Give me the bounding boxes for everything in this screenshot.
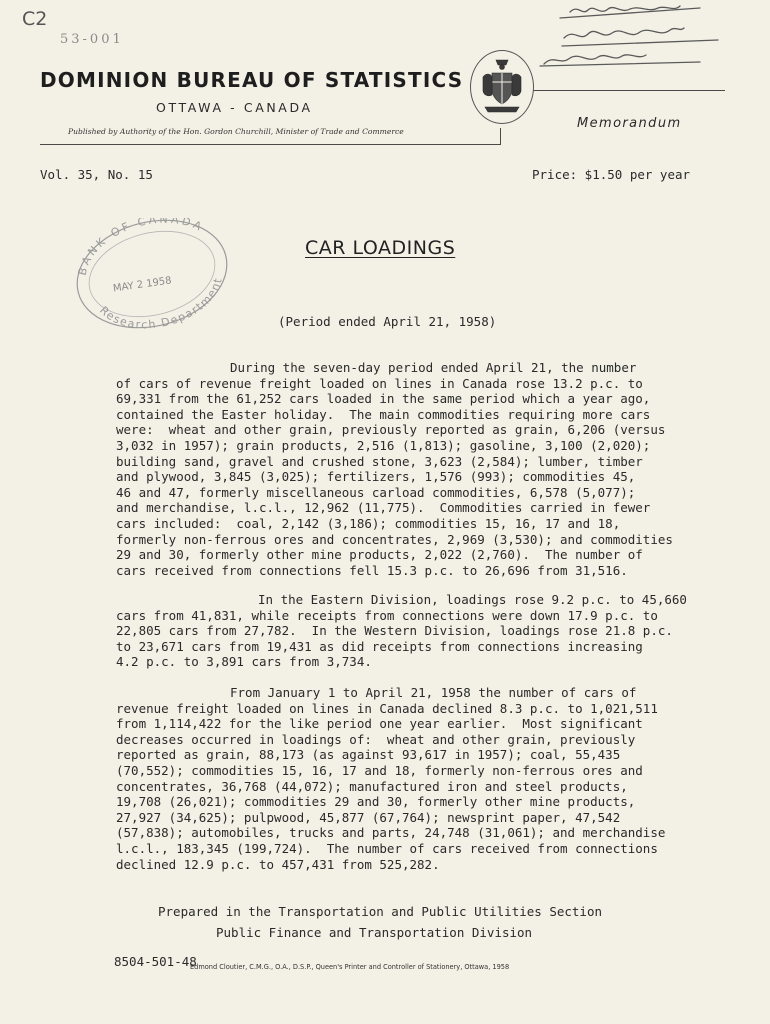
received-stamp [72, 218, 232, 330]
svg-text:BANK OF CANADA [76, 218, 206, 277]
stamp-outline [72, 218, 232, 330]
subscription-price: Price: $1.50 per year [532, 167, 691, 182]
paragraph-line: and plywood, 3,845 (3,025); fertilizers, 1,576 (993); commodities 45, [116, 469, 636, 485]
stamp-top-text: BANK OF CANADA [75, 218, 207, 277]
paragraph-line: declined 12.9 p.c. to 457,431 from 525,282. [116, 856, 440, 872]
paragraph-line: 27,927 (34,625); pulpwood, 45,877 (67,764); newsprint paper, 47,542 [116, 809, 621, 825]
header-rule-tick [500, 128, 501, 145]
paragraph-line: from 1,114,422 for the like period one year earlier. Most significant [116, 716, 643, 732]
signatures [530, 0, 730, 75]
paragraph-line: From January 1 to April 21, 1958 the number of cars of [230, 685, 637, 700]
paragraph-divisions [0, 592, 770, 670]
paragraph-line: 22,805 cars from 27,782. In the Western Division, loadings rose 21.8 p.c. [116, 623, 673, 639]
paragraph-year-to-date [0, 685, 770, 872]
print-code: 8504-501-48 [114, 954, 197, 969]
paragraph-line: In the Eastern Division, loadings rose 9.2 p.c. to 45,660 [258, 592, 687, 607]
paragraph-line: (57,838); automobiles, trucks and parts, 24,748 (31,061); and merchandise [116, 825, 666, 841]
paragraph-line: formerly non-ferrous ores and concentrates, 2,969 (3,530); and commodities [116, 531, 673, 547]
document-type: Memorandum [577, 116, 682, 131]
paragraph-line: 3,032 in 1957); grain products, 2,516 (1,813); gasoline, 3,100 (2,020); [116, 437, 651, 453]
paragraph-line: 19,708 (26,021); commodities 29 and 30, formerly other mine products, [116, 794, 636, 810]
paragraph-line: cars received from connections fell 15.3 p.c. to 26,696 from 31,516. [116, 562, 628, 578]
paragraph-line: l.c.l., 183,345 (199,724). The number of cars received from connections [116, 840, 658, 856]
paragraph-line: 29 and 30, formerly other mine products, 2,022 (2,760). The number of [116, 547, 643, 563]
paragraph-line: were: wheat and other grain, previously reported as grain, 6,206 (versus [116, 422, 666, 438]
crest-frame [470, 50, 534, 124]
paragraph-line: reported as grain, 88,173 (as against 93,617 in 1957); coal, 55,435 [116, 747, 621, 763]
paragraph-line: and merchandise, l.c.l., 12,962 (11,775). Commodities carried in fewer [116, 500, 651, 516]
paragraph-line: revenue freight loaded on lines in Canada declined 8.3 p.c. to 1,021,511 [116, 700, 658, 716]
paragraph-line: of cars of revenue freight loaded on lines in Canada rose 13.2 p.c. to [116, 375, 643, 391]
paragraph-line: cars included: coal, 2,142 (3,186); commodities 15, 16, 17 and 18, [116, 515, 621, 531]
paragraph-line: 46 and 47, formerly miscellaneous carload commodities, 6,578 (5,077); [116, 484, 636, 500]
paragraph-line: to 23,671 cars from 19,431 as did receipts from connections increasing [116, 638, 643, 654]
paragraph-line: concentrates, 36,768 (44,072); manufactured iron and steel products, [116, 778, 628, 794]
paragraph-line: contained the Easter holiday. The main commodities requiring more cars [116, 406, 651, 422]
catalogue-note: 53-001 [60, 32, 124, 47]
stamp-bottom-text: Research Department [97, 275, 225, 330]
volume-number: Vol. 35, No. 15 [40, 167, 153, 182]
paragraph-line: decreases occurred in loadings of: wheat and other grain, previously [116, 731, 636, 747]
publication-authority: Published by Authority of the Hon. Gordon Churchill, Minister of Trade and Commerce [68, 127, 404, 136]
bulletin-title: CAR LOADINGS [305, 237, 456, 259]
paragraph-line: (70,552); commodities 15, 16, 17 and 18, formerly non-ferrous ores and [116, 762, 643, 778]
paragraph-line: cars from 41,831, while receipts from connections were down 17.9 p.c. to [116, 607, 658, 623]
stamp-date: MAY 2 1958 [112, 275, 173, 295]
prepared-by-division: Public Finance and Transportation Division [216, 925, 533, 940]
paragraph-line: 69,331 from the 61,252 cars loaded in the same period which a year ago, [116, 391, 651, 407]
prepared-by-section: Prepared in the Transportation and Public Utilities Section [158, 904, 603, 919]
corner-code: C2 [22, 8, 48, 30]
coat-of-arms-icon [471, 51, 533, 123]
paragraph-line: 4.2 p.c. to 3,891 cars from 3,734. [116, 654, 372, 670]
paragraph-line: During the seven-day period ended April 21, the number [230, 360, 637, 375]
header-rule-left [40, 144, 500, 145]
printer-credit: Edmond Cloutier, C.M.G., O.A., D.S.P., Queen's Printer and Controller of Stationery, Ottawa, 1958 [190, 963, 510, 971]
paragraph-weekly [0, 360, 770, 578]
bureau-city: OTTAWA - CANADA [156, 100, 313, 115]
bureau-name: DOMINION BUREAU OF STATISTICS [40, 68, 464, 92]
period-line: (Period ended April 21, 1958) [278, 314, 497, 329]
paragraph-line: building sand, gravel and crushed stone, 3,623 (2,584); lumber, timber [116, 453, 643, 469]
